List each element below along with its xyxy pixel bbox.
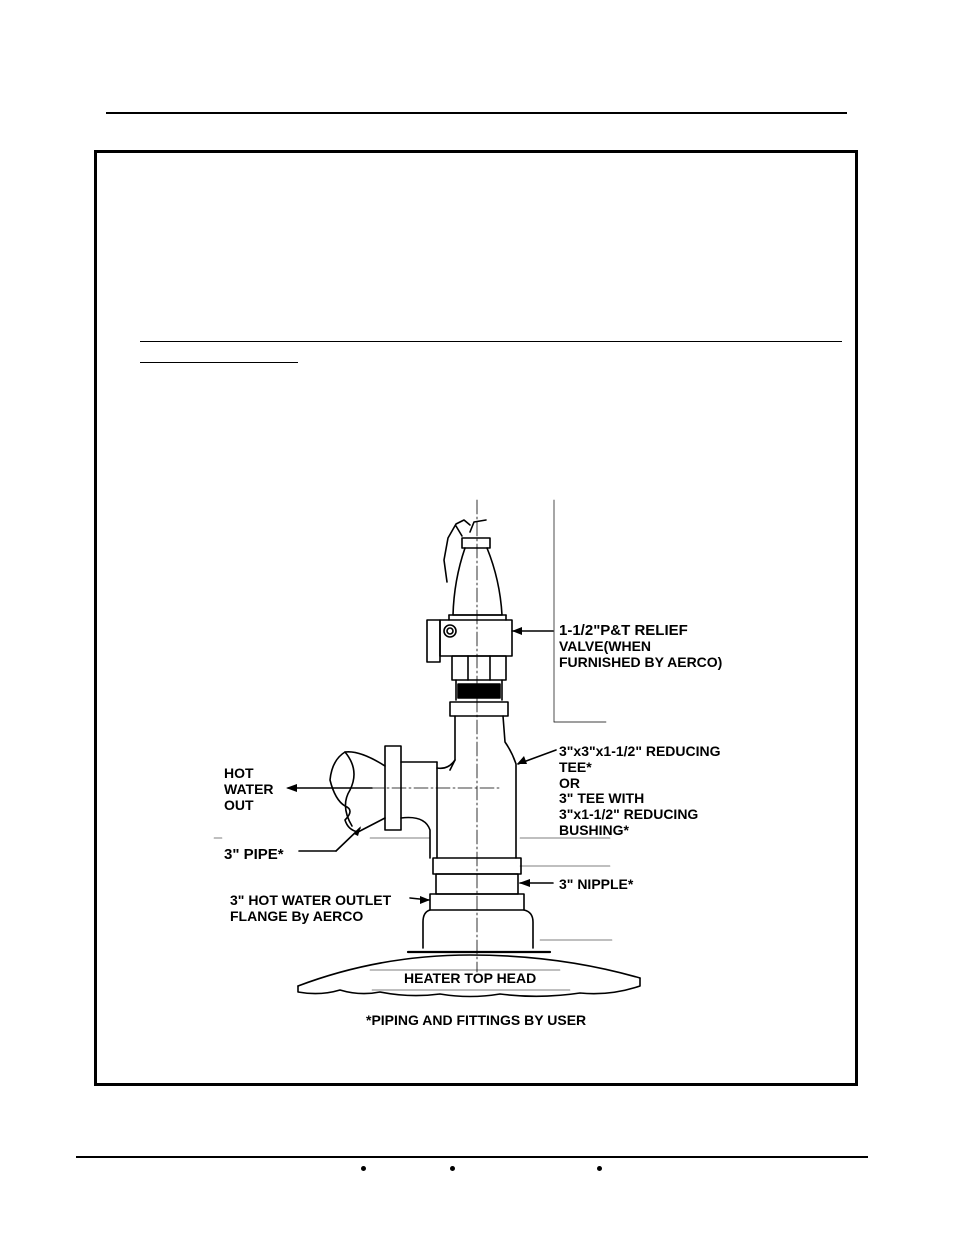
relief-valve-label-line2: VALVE(WHEN bbox=[559, 638, 652, 654]
hot-water-label-line2: WATER bbox=[224, 781, 274, 797]
nipple-label: 3" NIPPLE* bbox=[559, 876, 634, 892]
footer-bullet bbox=[597, 1166, 602, 1171]
footer-rule bbox=[76, 1156, 868, 1158]
footer-bullet bbox=[361, 1166, 366, 1171]
tee-label-line4: 3" TEE WITH bbox=[559, 790, 645, 806]
tee-label-line1: 3"x3"x1-1/2" REDUCING bbox=[559, 743, 721, 759]
hot-water-label-line3: OUT bbox=[224, 797, 254, 813]
footer-bullet bbox=[450, 1166, 455, 1171]
relief-valve-label-line3: FURNISHED BY AERCO) bbox=[559, 654, 723, 670]
pipe-label: 3" PIPE* bbox=[224, 846, 284, 863]
flange-label-line1: 3" HOT WATER OUTLET bbox=[230, 892, 392, 908]
footnote-label: *PIPING AND FITTINGS BY USER bbox=[366, 1012, 587, 1028]
relief-valve-label-line1: 1-1/2"P&T RELIEF bbox=[559, 622, 688, 639]
flange-label-line2: FLANGE By AERCO bbox=[230, 908, 364, 924]
hot-water-label-line1: HOT bbox=[224, 765, 254, 781]
tee-label-line2: TEE* bbox=[559, 759, 592, 775]
tee-label-line5: 3"x1-1/2" REDUCING bbox=[559, 806, 699, 822]
heater-top-head-label: HEATER TOP HEAD bbox=[404, 970, 537, 986]
tee-label-line6: BUSHING* bbox=[559, 822, 630, 838]
tee-label-line3: OR bbox=[559, 775, 580, 791]
